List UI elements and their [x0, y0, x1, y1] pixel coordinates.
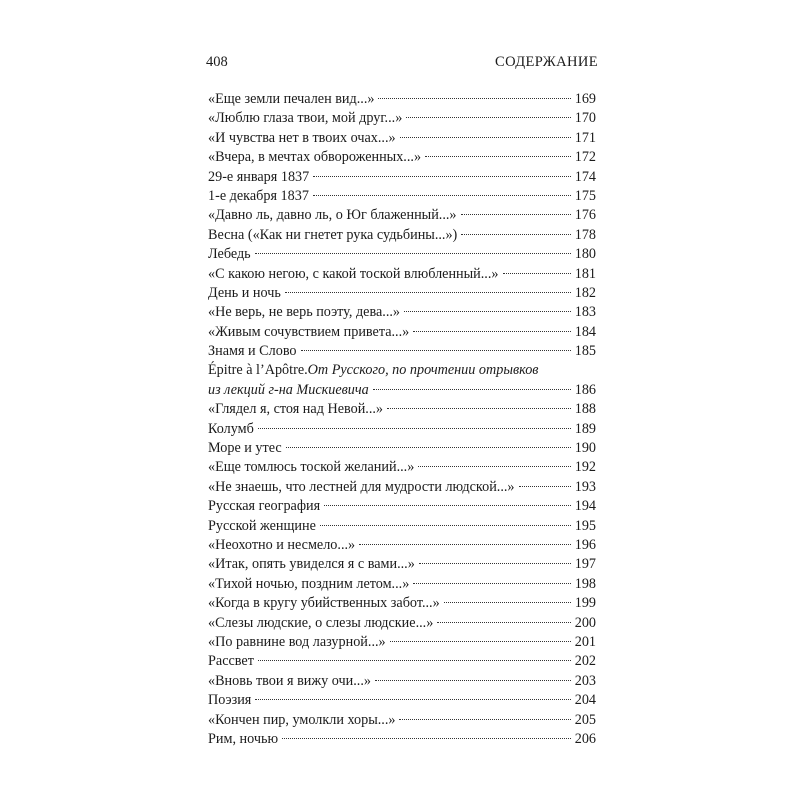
dot-leader	[373, 389, 571, 390]
toc-entry	[208, 575, 596, 594]
toc-entry	[208, 594, 596, 613]
toc-entry	[208, 168, 596, 187]
toc-entry-title: «Глядел я, стоя над Невой...»	[208, 401, 384, 418]
toc-entry-title: 1-е декабря 1837	[208, 187, 309, 204]
toc-entry-line	[208, 361, 596, 380]
toc-entry	[208, 361, 596, 400]
page-number: 408	[206, 54, 228, 70]
toc-entry-title: Русская география	[208, 498, 321, 515]
dot-leader	[285, 292, 571, 293]
toc-entry	[208, 148, 596, 167]
dot-leader	[400, 137, 571, 138]
toc-entry	[208, 478, 596, 497]
toc-entry	[208, 265, 596, 284]
toc-entry-page: 204	[574, 692, 596, 709]
toc-entry-page: 181	[574, 265, 596, 282]
dot-leader	[255, 253, 571, 254]
toc-entry	[208, 730, 596, 749]
toc-entry	[208, 420, 596, 439]
page-header	[206, 54, 598, 74]
toc-entry-title: «Тихой ночью, поздним летом...»	[208, 575, 410, 592]
toc-entry	[208, 691, 596, 710]
dot-leader	[359, 544, 571, 545]
toc-entry	[208, 633, 596, 652]
toc-entry-title: «Слезы людские, о слезы людские...»	[208, 614, 434, 631]
toc-entry-page: 183	[574, 304, 596, 321]
toc-entry-page: 201	[574, 633, 596, 650]
toc-entry-title: Рим, ночью	[208, 730, 279, 747]
dot-leader	[444, 602, 571, 603]
toc-entry-title: «Люблю глаза твои, мой друг...»	[208, 110, 403, 127]
dot-leader	[437, 622, 570, 623]
toc-entry-page: 202	[574, 653, 596, 670]
toc-entry	[208, 672, 596, 691]
toc-entry-title: Весна («Как ни гнетет рука судьбины...»)	[208, 226, 458, 243]
toc-entry-title: «Не верь, не верь поэту, дева...»	[208, 304, 401, 321]
dot-leader	[413, 583, 570, 584]
toc-entry-page: 194	[574, 498, 596, 515]
toc-entry	[208, 206, 596, 225]
toc-entry-title: «Кончен пир, умолкли хоры...»	[208, 711, 396, 728]
running-title: СОДЕРЖАНИЕ	[495, 54, 598, 70]
toc-entry	[208, 614, 596, 633]
dot-leader	[313, 176, 570, 177]
toc-entry-page: 188	[574, 401, 596, 418]
toc-entry-title: «Еще томлюсь тоской желаний...»	[208, 459, 415, 476]
toc-entry-title: «Живым сочувствием привета...»	[208, 323, 410, 340]
dot-leader	[404, 311, 571, 312]
toc-entry-page: 203	[574, 672, 596, 689]
dot-leader	[324, 505, 571, 506]
toc-entry	[208, 245, 596, 264]
toc-entry-title: «Еще земли печален вид...»	[208, 91, 375, 107]
toc-entry-page: 169	[574, 91, 596, 107]
dot-leader	[406, 117, 570, 118]
toc-entry-title: Русской женщине	[208, 517, 316, 534]
toc-entry-page: 196	[574, 536, 596, 553]
toc-entry	[208, 497, 596, 516]
toc-entry-page: 200	[574, 614, 596, 631]
toc-entry-subtitle: От Русского, по прочтении отрывков	[307, 362, 539, 379]
toc-entry	[208, 109, 596, 128]
toc-entry-title: Море и утес	[208, 440, 282, 457]
dot-leader	[387, 408, 571, 409]
toc-entry	[208, 400, 596, 419]
dot-leader	[258, 428, 571, 429]
toc-entry-title: Колумб	[208, 420, 254, 437]
toc-entry-title: «Итак, опять увиделся я с вами...»	[208, 556, 415, 573]
dot-leader	[419, 563, 571, 564]
dot-leader	[461, 214, 571, 215]
toc-entry-title: Лебедь	[208, 246, 251, 263]
toc-entry	[208, 342, 596, 361]
toc-entry-title: День и ночь	[208, 284, 281, 301]
dot-leader	[320, 525, 571, 526]
dot-leader	[378, 98, 570, 99]
toc-entry-line	[208, 381, 596, 400]
dot-leader	[425, 156, 571, 157]
toc-entry-page: 192	[574, 459, 596, 476]
toc-entry-page: 195	[574, 517, 596, 534]
dot-leader	[375, 680, 571, 681]
toc-entry-page: 189	[574, 420, 596, 437]
toc-entry-page: 186	[574, 381, 596, 398]
dot-leader	[418, 466, 570, 467]
toc-entry-page: 193	[574, 478, 596, 495]
toc-entry-page: 190	[574, 440, 596, 457]
toc-entry-title: «Вновь твои я вижу очи...»	[208, 672, 371, 689]
dot-leader	[301, 350, 571, 351]
toc-entry	[208, 536, 596, 555]
dot-leader	[519, 486, 571, 487]
toc-entry-page: 184	[574, 323, 596, 340]
toc-entry-page: 199	[574, 595, 596, 612]
toc-entry-title: «По равнине вод лазурной...»	[208, 633, 386, 650]
toc-entry	[208, 187, 596, 206]
toc-entry-title: «И чувства нет в твоих очах...»	[208, 129, 396, 146]
toc-entry	[208, 439, 596, 458]
table-of-contents	[208, 90, 596, 749]
dot-leader	[255, 699, 570, 700]
toc-entry-page: 180	[574, 246, 596, 263]
toc-entry-title: 29-е января 1837	[208, 168, 310, 185]
toc-entry-title: Поэзия	[208, 692, 252, 709]
toc-entry-title: Épitre à l’Apôtre.	[208, 362, 308, 379]
toc-entry-page: 175	[574, 187, 596, 204]
toc-entry-title: «Давно ль, давно ль, о Юг блаженный...»	[208, 207, 457, 224]
toc-entry-title: «Не знаешь, что лестней для мудрости людской...»	[208, 478, 515, 495]
toc-entry	[208, 555, 596, 574]
toc-entry-title: «Когда в кругу убийственных забот...»	[208, 595, 440, 612]
toc-entry	[208, 303, 596, 322]
toc-entry-page: 170	[574, 110, 596, 127]
toc-entry	[208, 129, 596, 148]
dot-leader	[282, 738, 571, 739]
dot-leader	[399, 719, 570, 720]
toc-entry-page: 182	[574, 284, 596, 301]
toc-entry-title: «С какою негою, с какой тоской влюбленный...»	[208, 265, 499, 282]
toc-entry-page: 172	[574, 149, 596, 166]
toc-entry-page: 206	[574, 730, 596, 747]
toc-entry-title: «Неохотно и несмело...»	[208, 536, 356, 553]
dot-leader	[258, 660, 571, 661]
toc-entry	[208, 284, 596, 303]
toc-entry	[208, 323, 596, 342]
dot-leader	[286, 447, 571, 448]
toc-entry-page: 197	[574, 556, 596, 573]
dot-leader	[313, 195, 571, 196]
toc-entry-title: «Вчера, в мечтах обвороженных...»	[208, 149, 422, 166]
toc-entry-page: 198	[574, 575, 596, 592]
toc-entry	[208, 458, 596, 477]
dot-leader	[503, 273, 571, 274]
toc-entry-subtitle: из лекций г-на Мискиевича	[208, 381, 369, 398]
toc-entry	[208, 711, 596, 730]
toc-entry-page: 176	[574, 207, 596, 224]
toc-entry	[208, 226, 596, 245]
toc-entry-title: Знамя и Слово	[208, 343, 297, 360]
toc-entry	[208, 517, 596, 536]
toc-entry-page: 178	[574, 226, 596, 243]
dot-leader	[413, 331, 570, 332]
toc-entry-page: 174	[574, 168, 596, 185]
toc-entry	[208, 90, 596, 109]
dot-leader	[461, 234, 570, 235]
dot-leader	[390, 641, 571, 642]
toc-entry	[208, 652, 596, 671]
toc-entry-title: Рассвет	[208, 653, 254, 670]
toc-entry-page: 205	[574, 711, 596, 728]
toc-entry-page: 171	[574, 129, 596, 146]
toc-entry-page: 185	[574, 343, 596, 360]
